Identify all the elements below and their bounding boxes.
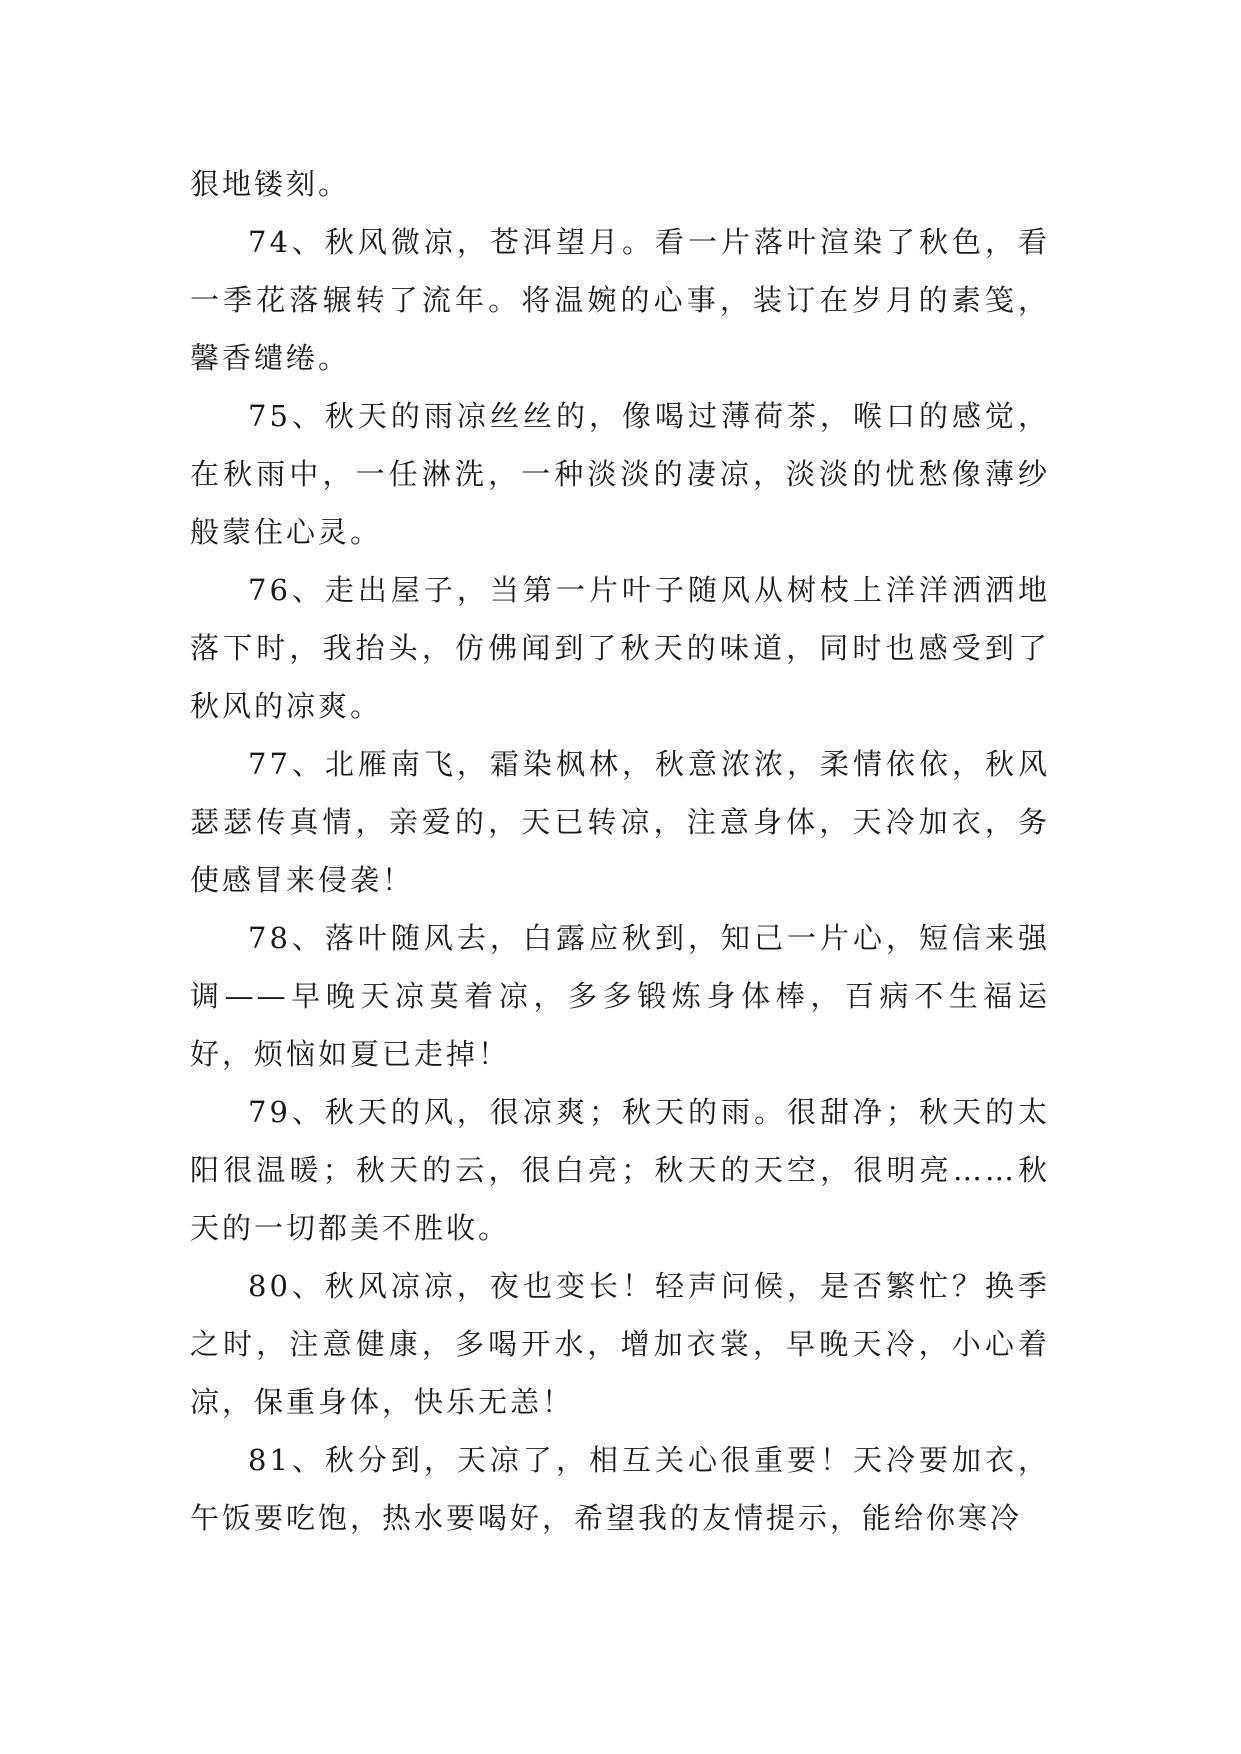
paragraph-75: 75、秋天的雨凉丝丝的，像喝过薄荷茶，喉口的感觉，在秋雨中，一任淋洗，一种淡淡的凄凉，淡淡的忧愁像薄纱般蒙住心灵。: [190, 399, 1050, 549]
paragraph-80: 80、秋风凉凉，夜也变长！轻声问候，是否繁忙？换季之时，注意健康，多喝开水，增加衣裳，早晚天冷，小心着凉，保重身体，快乐无恙！: [190, 1269, 1050, 1419]
paragraph-81: 81、秋分到，天凉了，相互关心很重要！天冷要加衣，午饭要吃饱，热水要喝好，希望我的友情提示，能给你寒冷: [190, 1443, 1050, 1535]
paragraph-79: 79、秋天的风，很凉爽；秋天的雨。很甜净；秋天的太阳很温暖；秋天的云，很白亮；秋天的天空，很明亮……秋天的一切都美不胜收。: [190, 1095, 1050, 1245]
paragraph-continuation: 狠地镂刻。: [190, 167, 351, 201]
paragraph-77: 77、北雁南飞，霜染枫林，秋意浓浓，柔情依依，秋风瑟瑟传真情，亲爱的，天已转凉，注意身体，天冷加衣，务使感冒来侵袭！: [190, 747, 1050, 897]
paragraph-78: 78、落叶随风去，白露应秋到，知己一片心，短信来强调——早晚天凉莫着凉，多多锻炼身体棒，百病不生福运好，烦恼如夏已走掉！: [190, 921, 1050, 1071]
paragraph-74: 74、秋风微凉，苍洱望月。看一片落叶渲染了秋色，看一季花落辗转了流年。将温婉的心事，装订在岁月的素笺，馨香缱绻。: [190, 225, 1050, 375]
paragraph-76: 76、走出屋子，当第一片叶子随风从树枝上洋洋洒洒地落下时，我抬头，仿佛闻到了秋天的味道，同时也感受到了秋风的凉爽。: [190, 573, 1050, 723]
document-body: [190, 155, 1050, 1547]
